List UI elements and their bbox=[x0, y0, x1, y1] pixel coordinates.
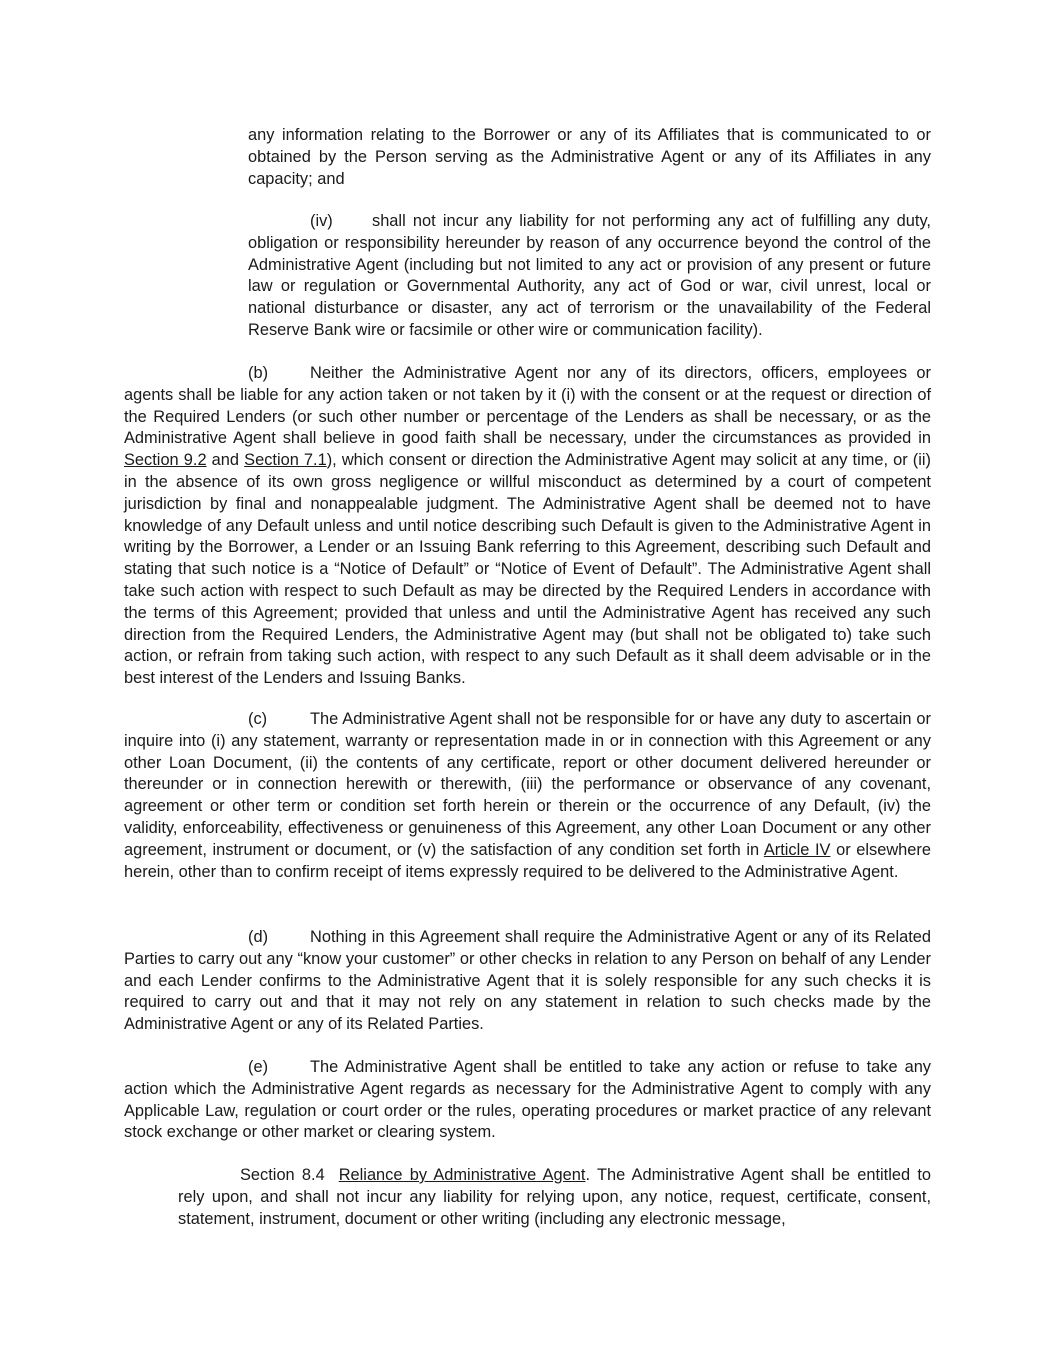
paragraph-text: The Administrative Agent shall be entitled to take any action or refuse to take any action which the Administrative Agent regards as necessary for the Administrative Agent to comply with any Applicable Law, regulation or court order or the rules, operating procedures or market practice of any relevant stock exchange or other market or clearing system. bbox=[124, 1058, 931, 1142]
paragraph-e bbox=[124, 1057, 931, 1144]
paragraph-c bbox=[124, 709, 931, 883]
paragraph-text: any information relating to the Borrower or any of its Affiliates that is communicated to or obtained by the Person serving as the Administrative Agent or any of its Affiliates in any capacity; and bbox=[248, 126, 931, 188]
paragraph-text: Neither the Administrative Agent nor any of its directors, officers, employees or agents shall be liable for any action taken or not taken by it (i) with the consent or at the request or direction of the Required Lenders (or such other number or percentage of the Lenders as shall be necessary, or as the Administrative Agent shall believe in good faith shall be necessary, under the circumstances as provided in bbox=[124, 364, 931, 448]
paragraph-iv bbox=[248, 211, 931, 342]
clause-label: (b) bbox=[248, 364, 269, 382]
paragraph-text: The Administrative Agent shall not be responsible for or have any duty to ascertain or inquire into (i) any statement, warranty or representation made in or in connection with this Agreement or any other Loan Document, (ii) the contents of any certificate, report or other document delivered hereunder or thereunder or in connection herewith or therewith, (iii) the performance or observance of any covenant, agreement or other term or condition set forth herein or therein or the occurrence of any Default, (iv) the validity, enforceability, effectiveness or genuineness of this Agreement, any other Loan Document or any other agreement, instrument or document, or (v) the satisfaction of any condition set forth in bbox=[124, 710, 931, 859]
paragraph-text: and bbox=[211, 451, 240, 470]
clause-label: (iv) bbox=[310, 212, 333, 230]
article-iv-link[interactable]: Article IV bbox=[763, 840, 831, 859]
section-7-1-link[interactable]: Section 7.1 bbox=[244, 451, 327, 470]
paragraph-b bbox=[124, 363, 931, 690]
section-heading: Reliance by Administrative Agent bbox=[338, 1166, 586, 1184]
paragraph-text: . The Administrative Agent shall be entitled to rely upon, and shall not incur any liability for relying upon, any notice, request, certificate, consent, statement, instrument, document or other writing (including any electronic message, bbox=[178, 1166, 932, 1228]
paragraph-text: shall not incur any liability for not performing any act of fulfilling any duty, obligation or responsibility hereunder by reason of any occurrence beyond the control of the Administrative Agent (including but not limited to any act or provision of any present or future law or regulation or Governmental Authority, any act of God or war, civil unrest, local or national disturbance or disaster, any act of terrorism or the unavailability of the Federal Reserve Bank wire or facsimile or other wire or communication facility). bbox=[248, 212, 931, 339]
clause-label: (e) bbox=[248, 1058, 269, 1076]
paragraph-text: or elsewhere herein, other than to confirm receipt of items expressly required to be delivered to the Administrative Agent. bbox=[124, 840, 931, 881]
paragraph-text: ), which consent or direction the Administrative Agent may solicit at any time, or (ii) in the absence of its own gross negligence or willful misconduct as determined by a court of competent jurisdiction by final and nonappealable judgment. The Administrative Agent shall be deemed not to have knowledge of any Default unless and until notice describing such Default is given to the Administrative Agent in writing by the Borrower, a Lender or an Issuing Bank referring to this Agreement, describing such Default and stating that such notice is a “Notice of Default” or “Notice of Event of Default”. The Administrative Agent shall take such action with respect to such Default as may be directed by the Required Lenders in accordance with the terms of this Agreement; provided that unless and until the Administrative Agent has received any such direction from the Required Lenders, the Administrative Agent may (but shall not be obligated to) take such action, or refrain from taking such action, with respect to any such Default as it shall deem advisable or in the best interest of the Lenders and Issuing Banks. bbox=[124, 451, 932, 688]
paragraph-iii-continuation bbox=[248, 125, 931, 190]
section-number: Section 8.4 bbox=[240, 1166, 325, 1184]
clause-label: (d) bbox=[248, 928, 269, 946]
section-8-4 bbox=[178, 1165, 931, 1230]
clause-label: (c) bbox=[248, 710, 268, 728]
paragraph-d bbox=[124, 927, 931, 1036]
paragraph-text: Nothing in this Agreement shall require the Administrative Agent or any of its Related Parties to carry out any “know your customer” or other checks in relation to any Person on behalf of any Lender and each Lender confirms to the Administrative Agent that it is solely responsible for any such checks it is required to carry out and that it may not rely on any statement in relation to such checks made by the Administrative Agent or any of its Related Parties. bbox=[124, 928, 931, 1034]
section-9-2-link[interactable]: Section 9.2 bbox=[124, 451, 207, 470]
